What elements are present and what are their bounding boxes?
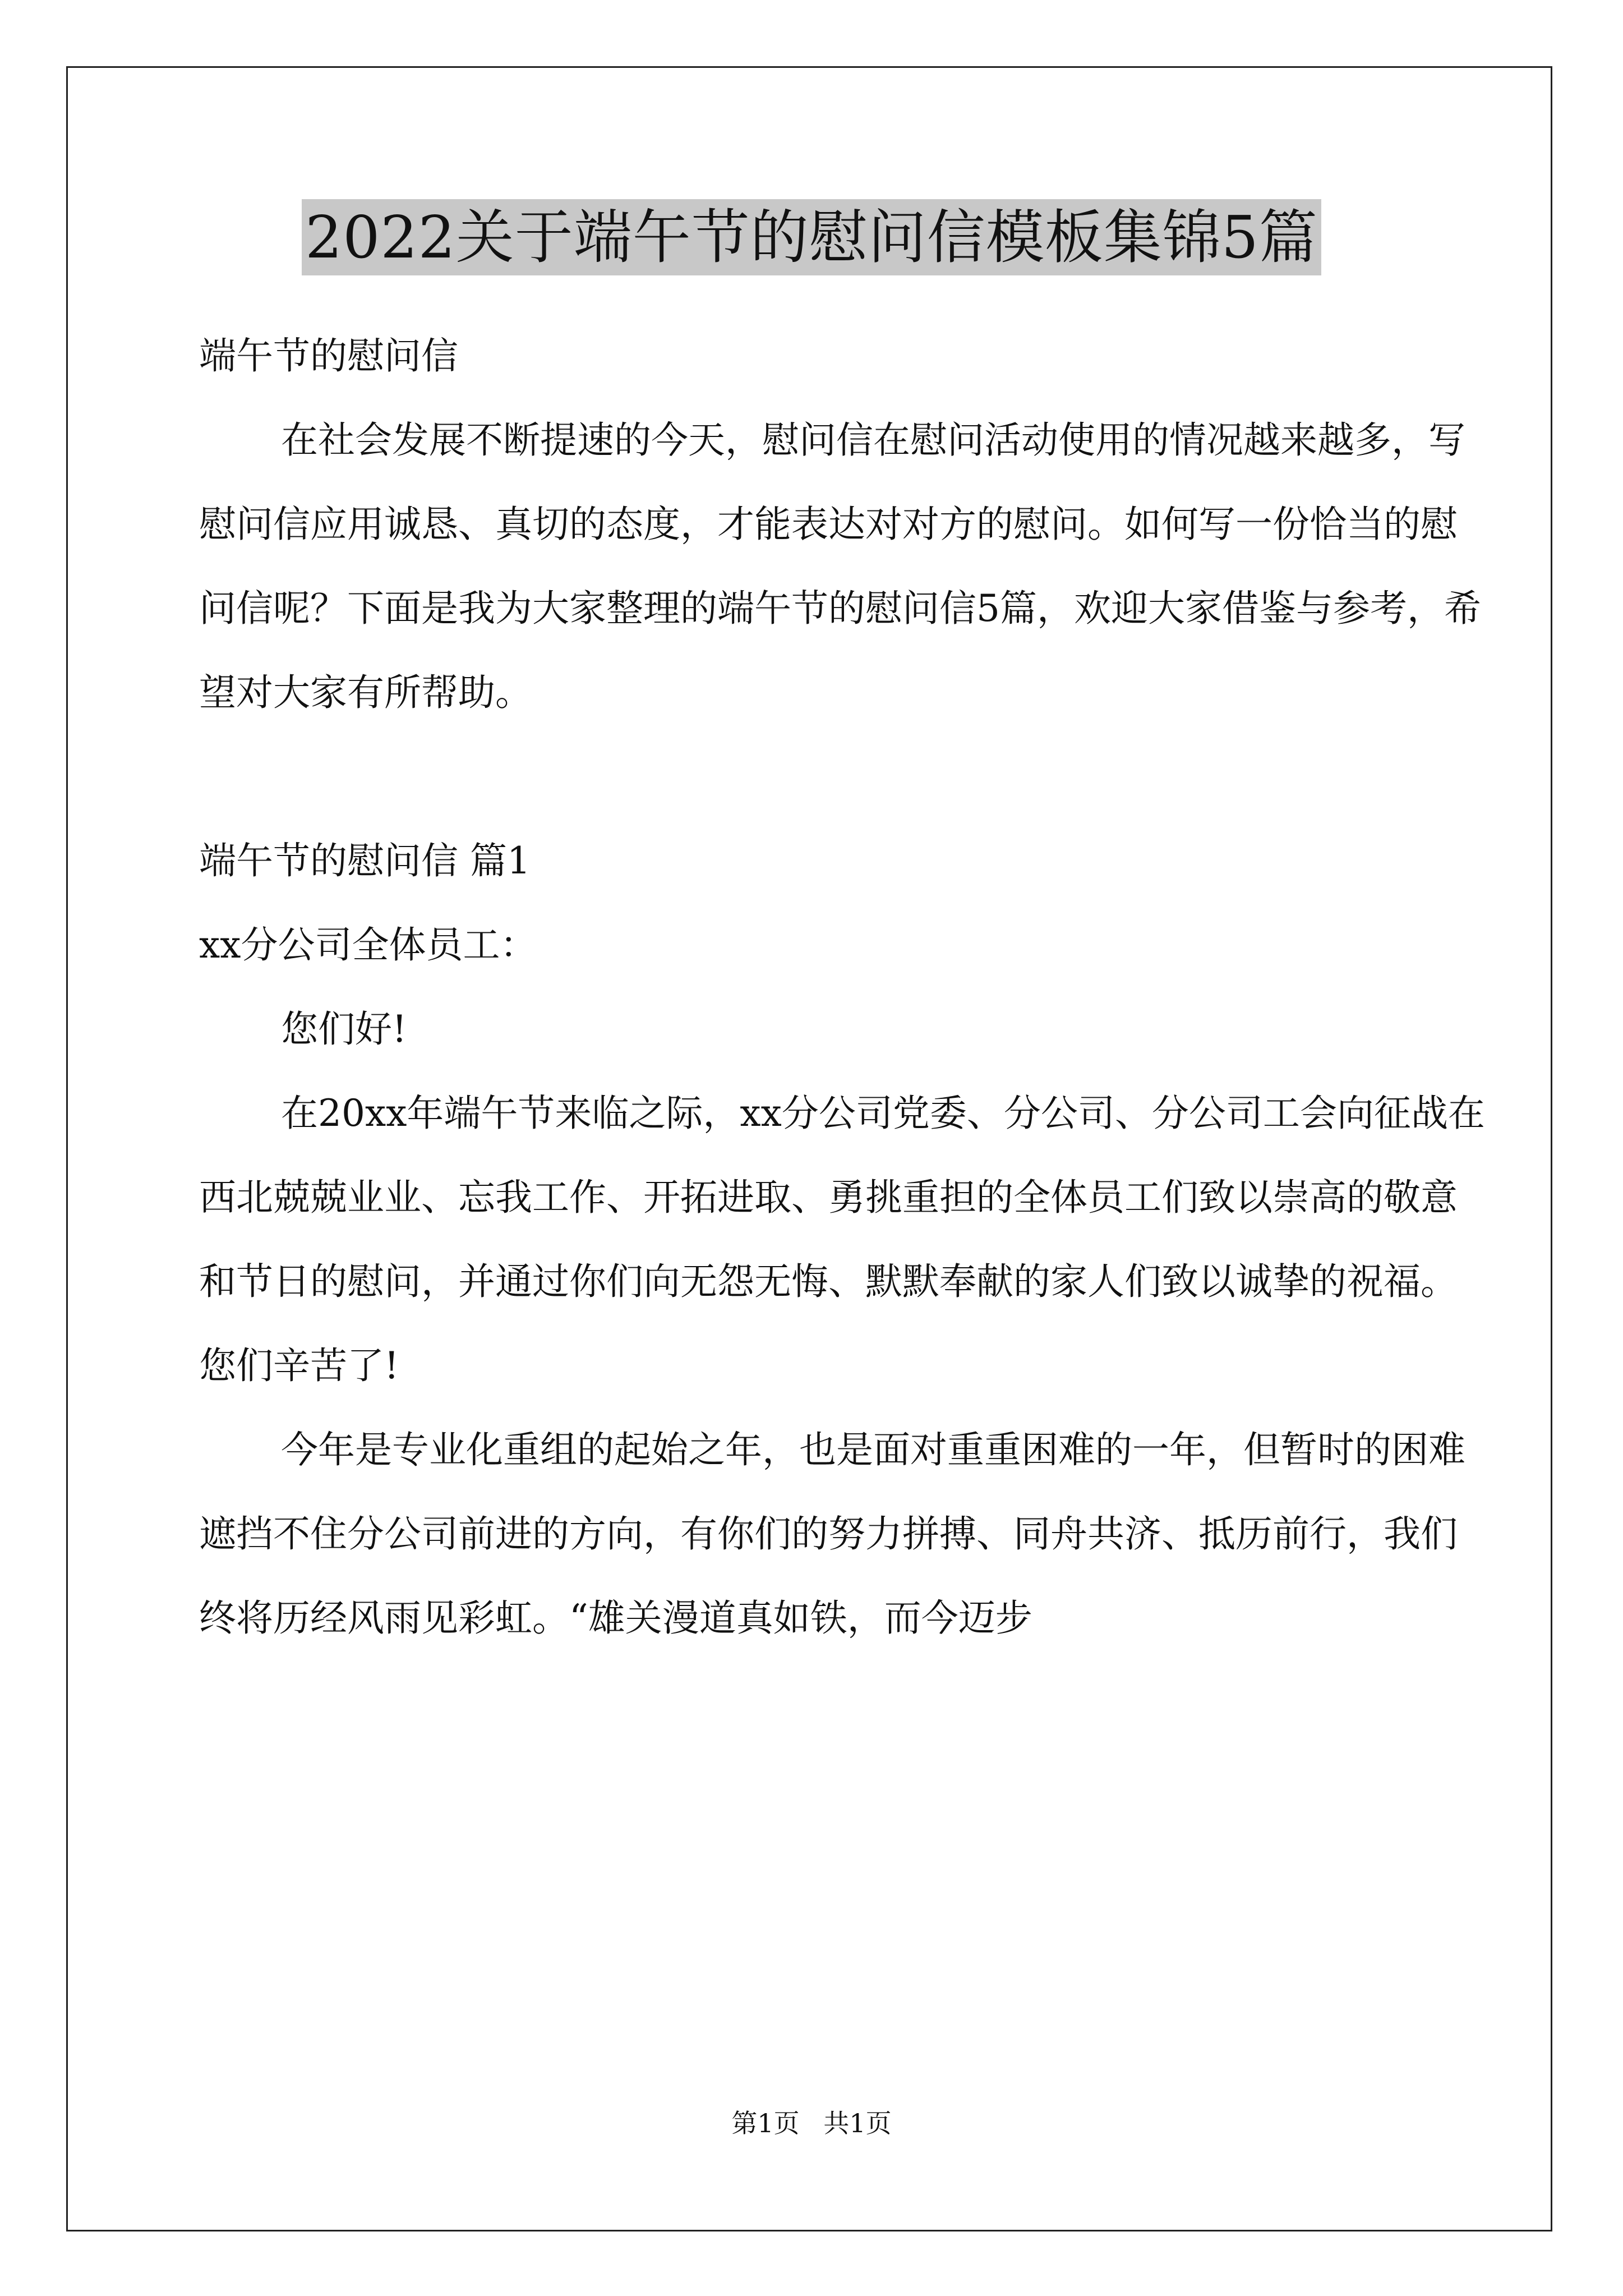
letter-greeting: 您们好!	[281, 1007, 407, 1051]
page-number: 第1页	[731, 2108, 800, 2138]
page-footer	[0, 2106, 1623, 2140]
intro-paragraph: 在社会发展不断提速的今天，慰问信在慰问活动使用的情况越来越多，写慰问信应用诚恳、真切的态度，才能表达对对方的慰问。如何写一份恰当的慰问信呢？下面是我为大家整理的端午节的慰问信5篇，欢迎大家借鉴与参考，希望对大家有所帮助。	[199, 418, 1481, 714]
page-total: 共1页	[823, 2108, 892, 2138]
letter-heading: 端午节的慰问信 篇1	[199, 839, 531, 882]
document-body	[199, 314, 1489, 1660]
section-heading: 端午节的慰问信	[199, 334, 458, 378]
title-wrap	[0, 199, 1623, 275]
letter-paragraph: 在20xx年端午节来临之际，xx分公司党委、分公司、分公司工会向征战在西北兢兢业业、忘我工作、开拓进取、勇挑重担的全体员工们致以崇高的敬意和节日的慰问，并通过你们向无怨无悔、默默奉献的家人们致以诚挚的祝福。您们辛苦了!	[199, 1092, 1485, 1387]
letter-salutation: xx分公司全体员工：	[199, 923, 537, 967]
letter-paragraph: 今年是专业化重组的起始之年，也是面对重重困难的一年，但暂时的困难遮挡不住分公司前进的方向，有你们的努力拼搏、同舟共济、抵历前行，我们终将历经风雨见彩虹。“雄关漫道真如铁，而今迈步	[199, 1428, 1465, 1640]
paragraph-gap	[199, 735, 1489, 819]
document-title: 2022关于端午节的慰问信模板集锦5篇	[302, 199, 1321, 275]
